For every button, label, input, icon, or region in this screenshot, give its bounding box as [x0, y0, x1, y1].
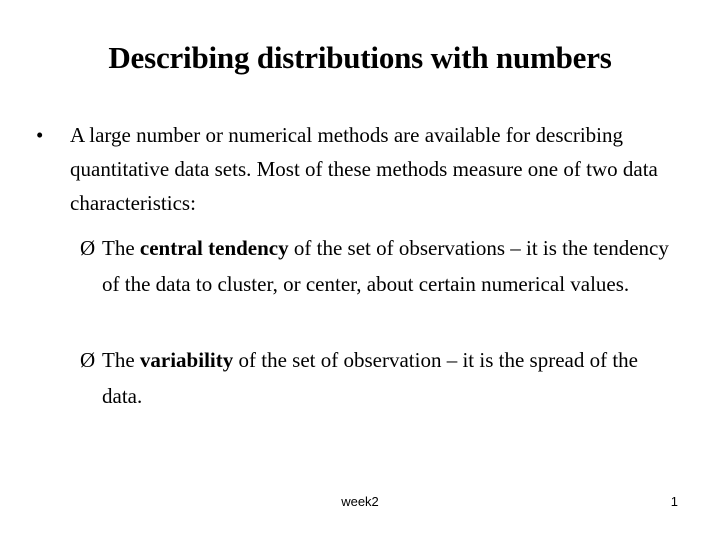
subbullet-text	[102, 342, 680, 414]
subbullet-prefix: The	[102, 236, 140, 260]
subbullet-suffix: of the set of observations – it is the tendency of the data to cluster, or center, about certain numerical values.	[102, 236, 669, 296]
subbullet-prefix: The	[102, 348, 140, 372]
arrow-bullet-icon: Ø	[80, 236, 96, 260]
term-variability: variability	[139, 348, 234, 372]
main-bullet	[36, 118, 676, 220]
subbullet-text	[102, 230, 680, 302]
subbullet-suffix: of the set of observation – it is the spread of the data.	[102, 348, 638, 408]
main-bullet-text: A large number or numerical methods are available for describing quantitative data sets. Most of these methods measure one of two data characteristics:	[70, 123, 658, 215]
footer-label: week2	[341, 494, 379, 509]
arrow-bullet-icon: Ø	[80, 348, 96, 372]
slide-title: Describing distributions with numbers	[108, 40, 612, 75]
term-central-tendency: central tendency	[139, 236, 289, 260]
page-number: 1	[670, 494, 678, 509]
subbullet-variability	[80, 342, 680, 414]
subbullet-central-tendency	[80, 230, 680, 302]
bullet-marker: •	[36, 123, 44, 147]
